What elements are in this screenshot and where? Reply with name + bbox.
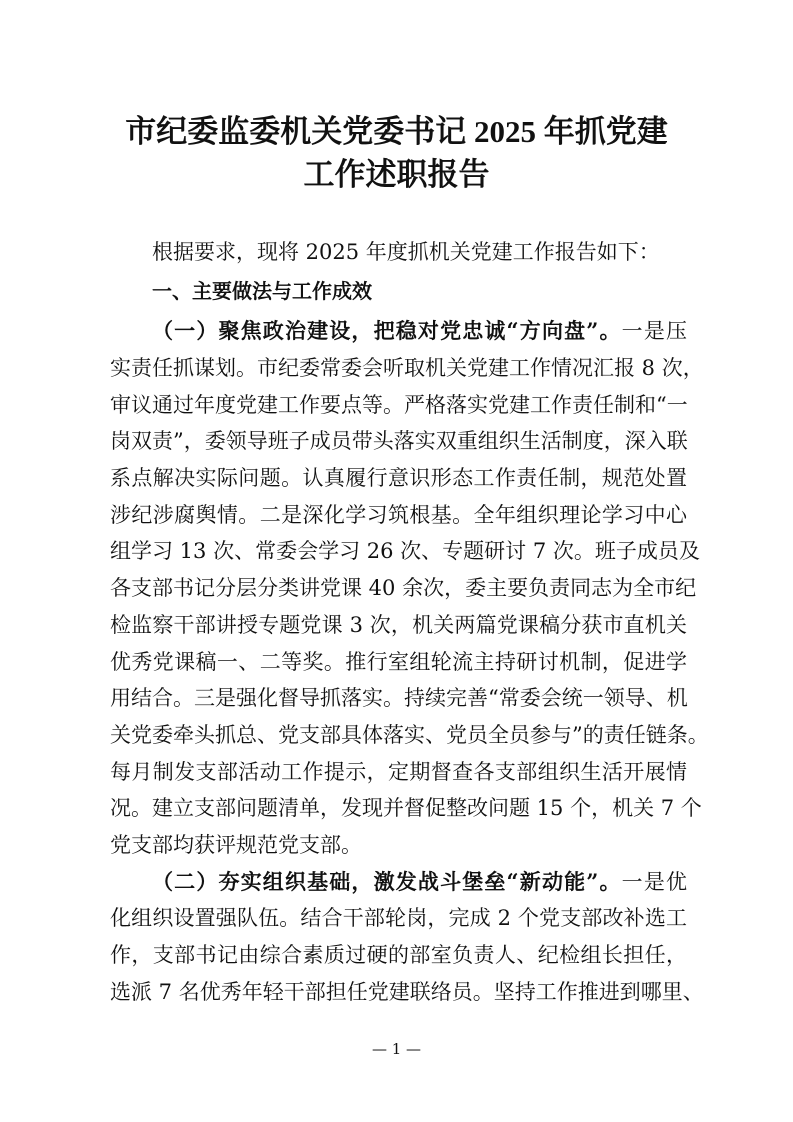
body-text: 作，支部书记由综合素质过硬的部室负责人、纪检组长担任， [110, 943, 687, 967]
body-text: 关党委牵头抓总、党支部具体落实、党员全员参与”的责任链条。 [110, 722, 709, 747]
paragraph-line [110, 350, 704, 387]
paragraph-line [110, 272, 687, 311]
paragraph-line [110, 974, 704, 1011]
body-text: 岗双责”，委领导班子成员带头落实双重组织生活制度，深入联 [110, 429, 688, 454]
body-text: 优秀党课稿一、二等奖。推行室组轮流主持研讨机制，促进学 [110, 649, 687, 674]
paragraph-line [110, 233, 687, 272]
body-text: 涉纪涉腐舆情。二是深化学习筑根基。全年组织理论学习中心 [110, 502, 687, 527]
page-number: — 1 — [371, 1040, 422, 1058]
paragraph-line [110, 387, 687, 424]
body-text: 根据要求，现将 2025 年度抓机关党建工作报告如下： [152, 240, 660, 264]
paragraph-line [110, 937, 687, 974]
bold-heading-text: （一）聚焦政治建设，把稳对党忠诚“方向盘”。 [152, 318, 622, 343]
body-text: 检监察干部讲授专题党课 3 次，机关两篇党课稿分获市直机关 [110, 612, 687, 637]
document-title-line-1: 市纪委监委机关党委书记 2025 年抓党建 [125, 114, 668, 149]
paragraph-line [110, 717, 709, 754]
paragraph-line [110, 754, 687, 791]
document-body [110, 233, 709, 1010]
paragraph-line [110, 790, 702, 827]
paragraph-line [110, 680, 687, 717]
body-text: 化组织设置强队伍。结合干部轮岗，完成 2 个党支部改补选工 [110, 906, 687, 931]
document-title-line-2: 工作述职报告 [303, 157, 490, 192]
body-text: 党支部均获评规范党支部。 [110, 832, 362, 857]
body-text: 一是压 [621, 319, 687, 343]
body-text: 每月制发支部活动工作提示，定期督查各支部组织生活开展情 [110, 759, 687, 784]
paragraph-line [110, 644, 687, 681]
paragraph-line [110, 533, 700, 570]
body-text: 况。建立支部问题清单，发现并督促整改问题 15 个，机关 7 个 [110, 796, 702, 821]
paragraph-line [110, 864, 687, 901]
body-text: 选派 7 名优秀年轻干部担任党建联络员。坚持工作推进到哪里、 [110, 979, 704, 1004]
paragraph-line [110, 570, 697, 607]
paragraph-line [110, 460, 687, 497]
paragraph-line [110, 497, 687, 534]
paragraph-line [110, 827, 687, 864]
body-text: 一是优 [621, 869, 687, 894]
paragraph-line [110, 423, 687, 460]
body-text: 组学习 13 次、常委会学习 26 次、专题研讨 7 次。班子成员及 [110, 539, 700, 564]
bold-heading-text: （二）夯实组织基础，激发战斗堡垒“新动能”。 [152, 868, 622, 894]
body-text: 系点解决实际问题。认真履行意识形态工作责任制，规范处置 [110, 466, 687, 491]
body-text: 各支部书记分层分类讲党课 40 余次，委主要负责同志为全市纪 [110, 576, 697, 601]
body-text: 实责任抓谋划。市纪委常委会听取机关党建工作情况汇报 8 次， [110, 356, 704, 380]
bold-heading-text: 一、主要做法与工作成效 [152, 279, 372, 303]
body-text: 审议通过年度党建工作要点等。严格落实党建工作责任制和“一 [110, 392, 688, 417]
paragraph-line [110, 311, 687, 350]
paragraph-line [110, 607, 687, 644]
paragraph-line [110, 900, 687, 937]
body-text: 用结合。三是强化督导抓落实。持续完善“常委会统一领导、机 [110, 686, 688, 711]
